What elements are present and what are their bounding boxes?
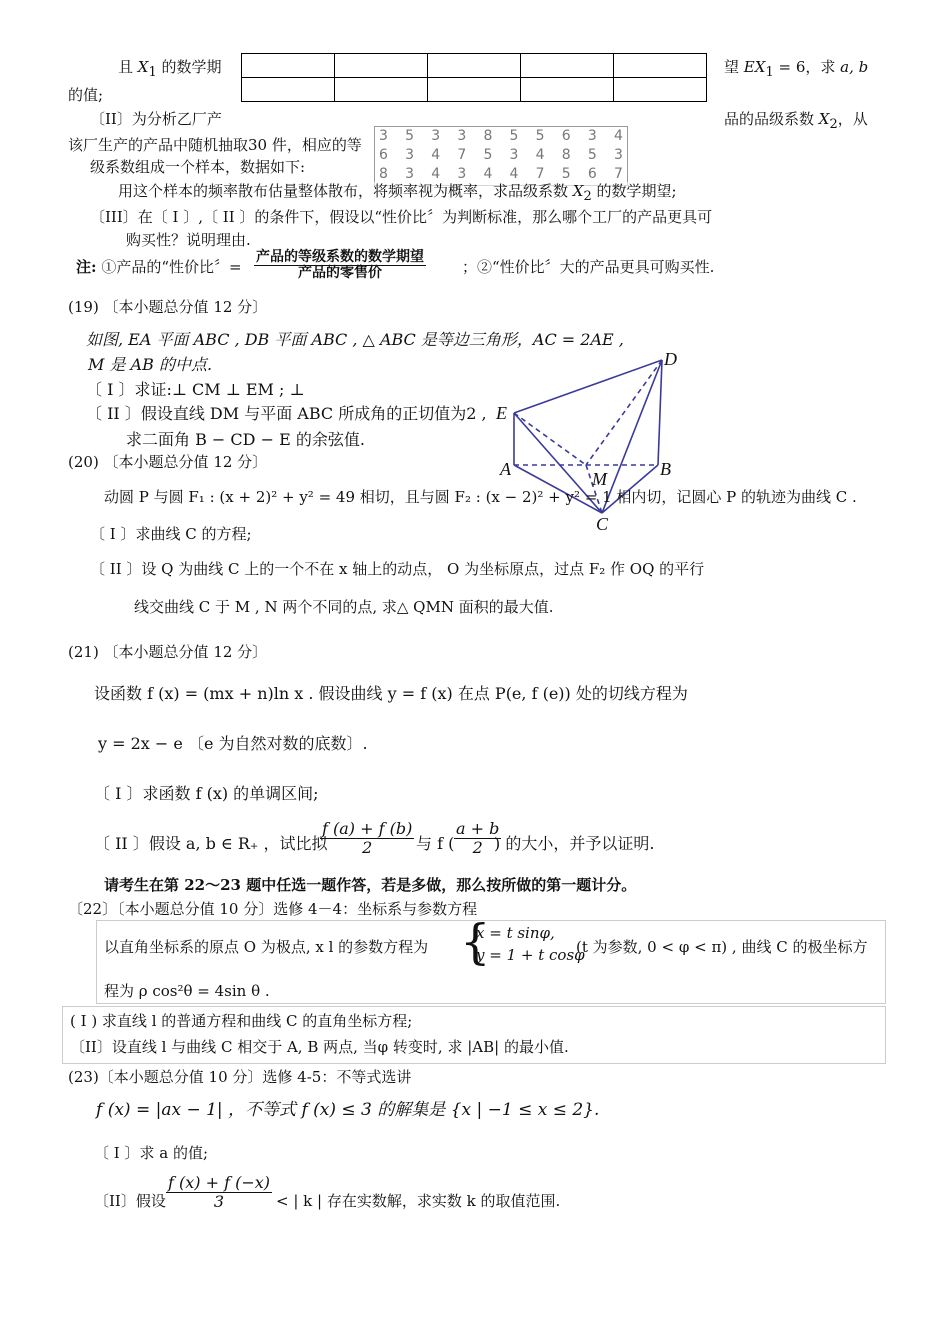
q21-part2-pre: 〔 II 〕假设 a, b ∈ R₊ ，试比拟 (94, 834, 328, 853)
sample-value: 8 (379, 166, 388, 182)
table-cell (614, 54, 707, 78)
q23-frac-denominator: 3 (213, 1191, 225, 1211)
q21-part2-mid: 与 f ( (416, 834, 455, 853)
q23-part2-post: < | k | 存在实数解，求实数 k 的取值范围. (276, 1192, 561, 1210)
q18-line6-text: 用这个样本的频率散布估量整体散布，将频率视为概率，求品级系数 (118, 182, 569, 200)
frac2-denominator: 2 (472, 837, 483, 857)
q22-line1-pre: 以直角坐标系的原点 O 为极点, x l 的参数方程为 (104, 938, 429, 956)
sample-value: 4 (509, 166, 519, 182)
edge-DB (658, 360, 662, 465)
table-row (242, 78, 707, 102)
table-cell (614, 78, 707, 102)
sample-value: 6 (561, 128, 571, 144)
q22-line2: 程为 ρ cos²θ = 4sin θ . (104, 982, 270, 1000)
distribution-table (241, 53, 707, 102)
q18-part2-a: 〔II〕为分析乙厂产 (90, 110, 222, 128)
sample-value: 3 (405, 147, 415, 163)
sample-value: 4 (431, 147, 441, 163)
sample-value: 8 (483, 128, 493, 144)
q21-fraction-1 (320, 820, 414, 856)
sample-value: 7 (535, 166, 545, 182)
table-cell (242, 78, 335, 102)
sample-value: 3 (379, 128, 388, 144)
sample-value: 7 (613, 166, 623, 182)
edge-ED (514, 360, 662, 413)
sample-value: 8 (561, 147, 571, 163)
value-ratio-fraction (254, 250, 426, 282)
q19-part2-a: 〔 II 〕假设直线 DM 与平面 ABC 所成角的正切值为2 , (86, 404, 487, 423)
sample-value: 3 (457, 166, 467, 182)
q23-line1: f (x) = |ax − 1| ，不等式 f (x) ≤ 3 的解集是 {x | −1 ≤ x ≤ 2}. (96, 1100, 600, 1120)
table-cell (428, 54, 521, 78)
q21-line2: y = 2x − e 〔e 为自然对数的底数〕. (98, 734, 368, 753)
q18-text: 且 (118, 58, 134, 76)
sample-value: 5 (405, 128, 415, 144)
q20-part2-b: 线交曲线 C 于 M , N 两个不同的点, 求△ QMN 面积的最大值. (134, 598, 554, 616)
q18-part3-b: 购买性？说明理由. (126, 231, 251, 249)
q18-text-right: 望 (724, 58, 740, 76)
note-text-a: ①产品的“性价比〞= (101, 258, 242, 276)
sample-value: 3 (457, 128, 467, 144)
label-E: E (496, 403, 507, 423)
param-system (476, 922, 585, 966)
sample-value: 5 (561, 166, 571, 182)
label-A: A (500, 459, 511, 479)
sample-value: 7 (457, 147, 467, 163)
sample-value: 6 (587, 166, 597, 182)
ex-sub: 1 (765, 65, 774, 80)
q21-part2-post: ) 的大小，并予以证明. (494, 834, 655, 853)
q21-line1: 设函数 f (x) = (mx + n)ln x . 假设曲线 y = f (x) 在点 P(e, f (e)) 处的切线方程为 (94, 684, 688, 703)
q22-line1-post: (t 为参数, 0 < φ < π) , 曲线 C 的极坐标方 (576, 938, 868, 956)
frac1-denominator: 2 (362, 837, 373, 857)
table-cell (242, 54, 335, 78)
q18-line1-left (118, 58, 222, 81)
q18-line4: 该厂生产的产品中随机抽取30 件，相应的等 (68, 136, 362, 154)
sample-value: 4 (535, 147, 545, 163)
x2-sub: 2 (829, 117, 838, 132)
edge-EM (514, 413, 586, 465)
sample-value: 5 (587, 147, 597, 163)
sample-row-1 (375, 127, 627, 146)
sample-value: 5 (509, 128, 519, 144)
q18-line5: 级系数组成一个样本，数据如下: (90, 158, 306, 176)
x1-sub: 1 (148, 65, 157, 80)
ab-symbol: a, b (840, 58, 869, 76)
q21-header: (21) 〔本小题总分值 12 分〕 (68, 643, 268, 661)
q20-line1: 动圆 P 与圆 F₁ : (x + 2)² + y² = 49 相切，且与圆 F₂ : (x − 2)² + y² = 1 相内切，记圆心 P 的轨迹为曲线 C . (104, 488, 857, 506)
edge-DM (586, 360, 662, 465)
sample-value: 3 (431, 128, 441, 144)
label-D: D (664, 349, 677, 369)
sample-value: 3 (405, 166, 415, 182)
ex-value: = 6，求 (778, 58, 836, 76)
q21-part1: 〔 I 〕求函数 f (x) 的单调区间; (94, 784, 319, 803)
q19-part1: 〔 I 〕求证:⊥ CM ⊥ EM ; ⊥ (86, 380, 305, 399)
q18-part2-b-text: 品的品级系数 (724, 110, 815, 128)
sys-eq-2: y = 1 + t cosφ (476, 946, 585, 964)
sample-value: 5 (535, 128, 545, 144)
table-row (242, 54, 707, 78)
q18-line6 (118, 182, 677, 205)
ratio-numerator: 产品的等级系数的数学期望 (256, 249, 424, 265)
x1-symbol: X (137, 58, 149, 76)
q19-line2: M 是 AB 的中点. (88, 355, 213, 374)
q18-part2-b (724, 110, 868, 133)
q20-header: (20) 〔本小题总分值 12 分〕 (68, 453, 268, 471)
frac2-numerator: a + b (456, 819, 500, 838)
sample-value: 3 (587, 128, 597, 144)
q23-fraction (166, 1174, 272, 1210)
sample-value: 3 (509, 147, 519, 163)
geometry-figure (490, 345, 690, 535)
choose-one-note: 请考生在第 22～23 题中任选一题作答，若是多做，那么按所做的第一题计分。 (104, 876, 637, 894)
q18-part3-a: 〔III〕在〔 I 〕,〔 II 〕的条件下，假设以“性价比〞为判断标准，那么哪个工厂的产品更具可 (90, 208, 713, 226)
sample-value: 5 (483, 147, 493, 163)
table-cell (521, 78, 614, 102)
q18-line2: 的值; (68, 86, 104, 104)
frac1-numerator: f (a) + f (b) (322, 819, 413, 838)
q18-line6-end: 的数学期望; (596, 182, 677, 200)
q22-part1: ( I ) 求直线 l 的普通方程和曲线 C 的直角坐标方程; (70, 1012, 413, 1030)
sample-data-block (374, 126, 628, 186)
table-cell (335, 54, 428, 78)
q23-part1: 〔 I 〕求 a 的值; (94, 1144, 208, 1162)
q23-header: (23)〔本小题总分值 10 分〕选修 4-5：不等式选讲 (68, 1068, 412, 1086)
label-B: B (660, 459, 671, 479)
q20-part1: 〔 I 〕求曲线 C 的方程; (90, 525, 252, 543)
q18-part2-c: ，从 (837, 110, 868, 128)
sample-value: 3 (613, 147, 623, 163)
q22-part2: 〔II〕设直线 l 与曲线 C 相交于 A, B 两点, 当φ 转变时, 求 |AB| 的最小值. (70, 1038, 569, 1056)
x2-sub-2: 2 (583, 189, 592, 204)
note-label: 注: (76, 258, 97, 276)
q18-line1-right (724, 58, 868, 81)
q18-note (76, 258, 242, 276)
table-cell (428, 78, 521, 102)
label-M: M (592, 469, 607, 489)
x2-symbol-2: X (572, 182, 584, 200)
sample-row-2 (375, 146, 627, 165)
sample-value: 4 (483, 166, 493, 182)
sample-value: 4 (431, 166, 441, 182)
note-text-b: ；②“性价比〞大的产品更具可购买性. (462, 258, 715, 276)
q20-part2-a: 〔 II 〕设 Q 为曲线 C 上的一个不在 x 轴上的动点， O 为坐标原点，过点 F₂ 作 OQ 的平行 (90, 560, 705, 578)
q22-header: 〔22〕〔本小题总分值 10 分〕选修 4－4：坐标系与参数方程 (68, 900, 478, 918)
brace-symbol: { (460, 914, 491, 970)
ex-symbol: EX (743, 58, 766, 76)
sample-value: 4 (613, 128, 623, 144)
q19-line1: 如图, EA 平面 ABC , DB 平面 ABC , △ ABC 是等边三角形，AC = 2AE , (86, 330, 624, 349)
ratio-denominator: 产品的零售价 (298, 265, 382, 282)
q23-part2-pre: 〔II〕假设 (94, 1192, 166, 1210)
q23-frac-numerator: f (x) + f (−x) (168, 1173, 271, 1192)
table-cell (335, 78, 428, 102)
q19-part2-b: 求二面角 B − CD − E 的余弦值. (126, 430, 365, 449)
x2-symbol: X (818, 110, 830, 128)
q18-text-mid: 的数学期 (161, 58, 222, 76)
sys-eq-1: x = t sinφ, (476, 924, 555, 942)
q19-header: (19) 〔本小题总分值 12 分〕 (68, 298, 268, 316)
table-cell (521, 54, 614, 78)
sample-value: 6 (379, 147, 388, 163)
label-C: C (596, 514, 609, 534)
